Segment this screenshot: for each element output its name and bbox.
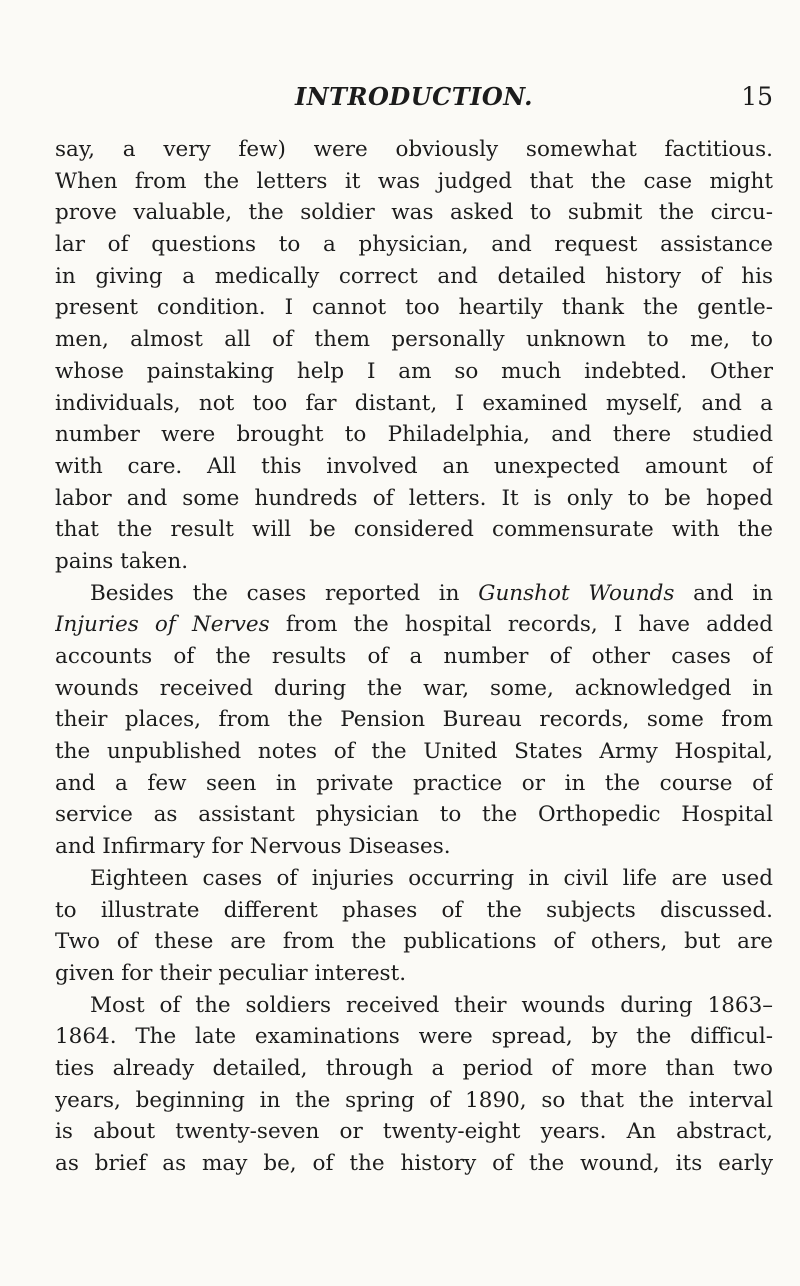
text-line: say, a very few) were obviously somewhat factitious. [55, 137, 773, 162]
text-line: prove valuable, the soldier was asked to submit the circu- [55, 200, 773, 226]
paragraph-4 [55, 990, 773, 1180]
text-line: men, almost all of them personally unknown to me, to [55, 327, 773, 353]
text-line: service as assistant physician to the Orthopedic Hospital [55, 802, 773, 828]
text-line: that the result will be considered commensurate with the [55, 517, 773, 543]
text-line: to illustrate different phases of the subjects discussed. [55, 897, 773, 923]
text-line: in giving a medically correct and detailed history of his [55, 263, 773, 289]
body-text [55, 134, 773, 1180]
text-line: with care. All this involved an unexpected amount of [55, 453, 773, 479]
text-line: and Infirmary for Nervous Diseases. [55, 834, 451, 860]
text-line: years, beginning in the spring of 1890, so that the interval [55, 1087, 773, 1113]
text-line [55, 609, 773, 641]
text-line: accounts of the results of a number of other cases of [55, 644, 773, 669]
text-line: is about twenty-seven or twenty-eight years. An abstract, [55, 1119, 773, 1145]
running-head-title: INTRODUCTION. [295, 82, 533, 111]
text-fragment: from the hospital records, I have added [269, 612, 773, 638]
paragraph-1 [55, 134, 773, 578]
running-head [55, 82, 773, 122]
text-line: present condition. I cannot too heartily thank the gentle- [55, 295, 773, 321]
text-line: wounds received during the war, some, acknowledged in [55, 675, 773, 701]
text-line: number were brought to Philadelphia, and there studied [55, 422, 773, 448]
text-line: given for their peculiar interest. [55, 960, 407, 986]
book-title-injuries-of-nerves: Injuries of Nerves [55, 612, 270, 638]
text-line [55, 578, 773, 610]
text-line: as brief as may be, of the history of the wound, its early [55, 1151, 773, 1176]
text-line: and a few seen in private practice or in the course of [55, 770, 773, 796]
text-line: 1864. The late examinations were spread, by the difficul- [55, 1024, 773, 1050]
paragraph-2 [55, 578, 773, 863]
text-line: When from the letters it was judged that the case might [55, 168, 773, 194]
text-line: labor and some hundreds of letters. It is only to be hoped [55, 485, 773, 511]
text-fragment: and in [674, 580, 773, 606]
text-line: Two of these are from the publications of others, but are [55, 929, 773, 955]
page-number: 15 [741, 82, 773, 111]
text-line: the unpublished notes of the United States Army Hospital, [55, 739, 773, 765]
text-line: pains taken. [55, 548, 189, 574]
text-fragment: Besides the cases reported in [90, 580, 479, 606]
text-line: Most of the soldiers received their wounds during 1863– [90, 992, 773, 1018]
text-line: Eighteen cases of injuries occurring in civil life are used [90, 865, 773, 891]
text-line: whose painstaking help I am so much indebted. Other [55, 358, 773, 384]
text-line: ties already detailed, through a period of more than two [55, 1055, 773, 1081]
paragraph-3 [55, 863, 773, 990]
book-title-gunshot-wounds: Gunshot Wounds [478, 580, 675, 606]
text-line: individuals, not too far distant, I examined myself, and a [55, 390, 773, 416]
text-line: their places, from the Pension Bureau records, some from [55, 707, 773, 733]
text-line: lar of questions to a physician, and request assistance [55, 232, 773, 258]
